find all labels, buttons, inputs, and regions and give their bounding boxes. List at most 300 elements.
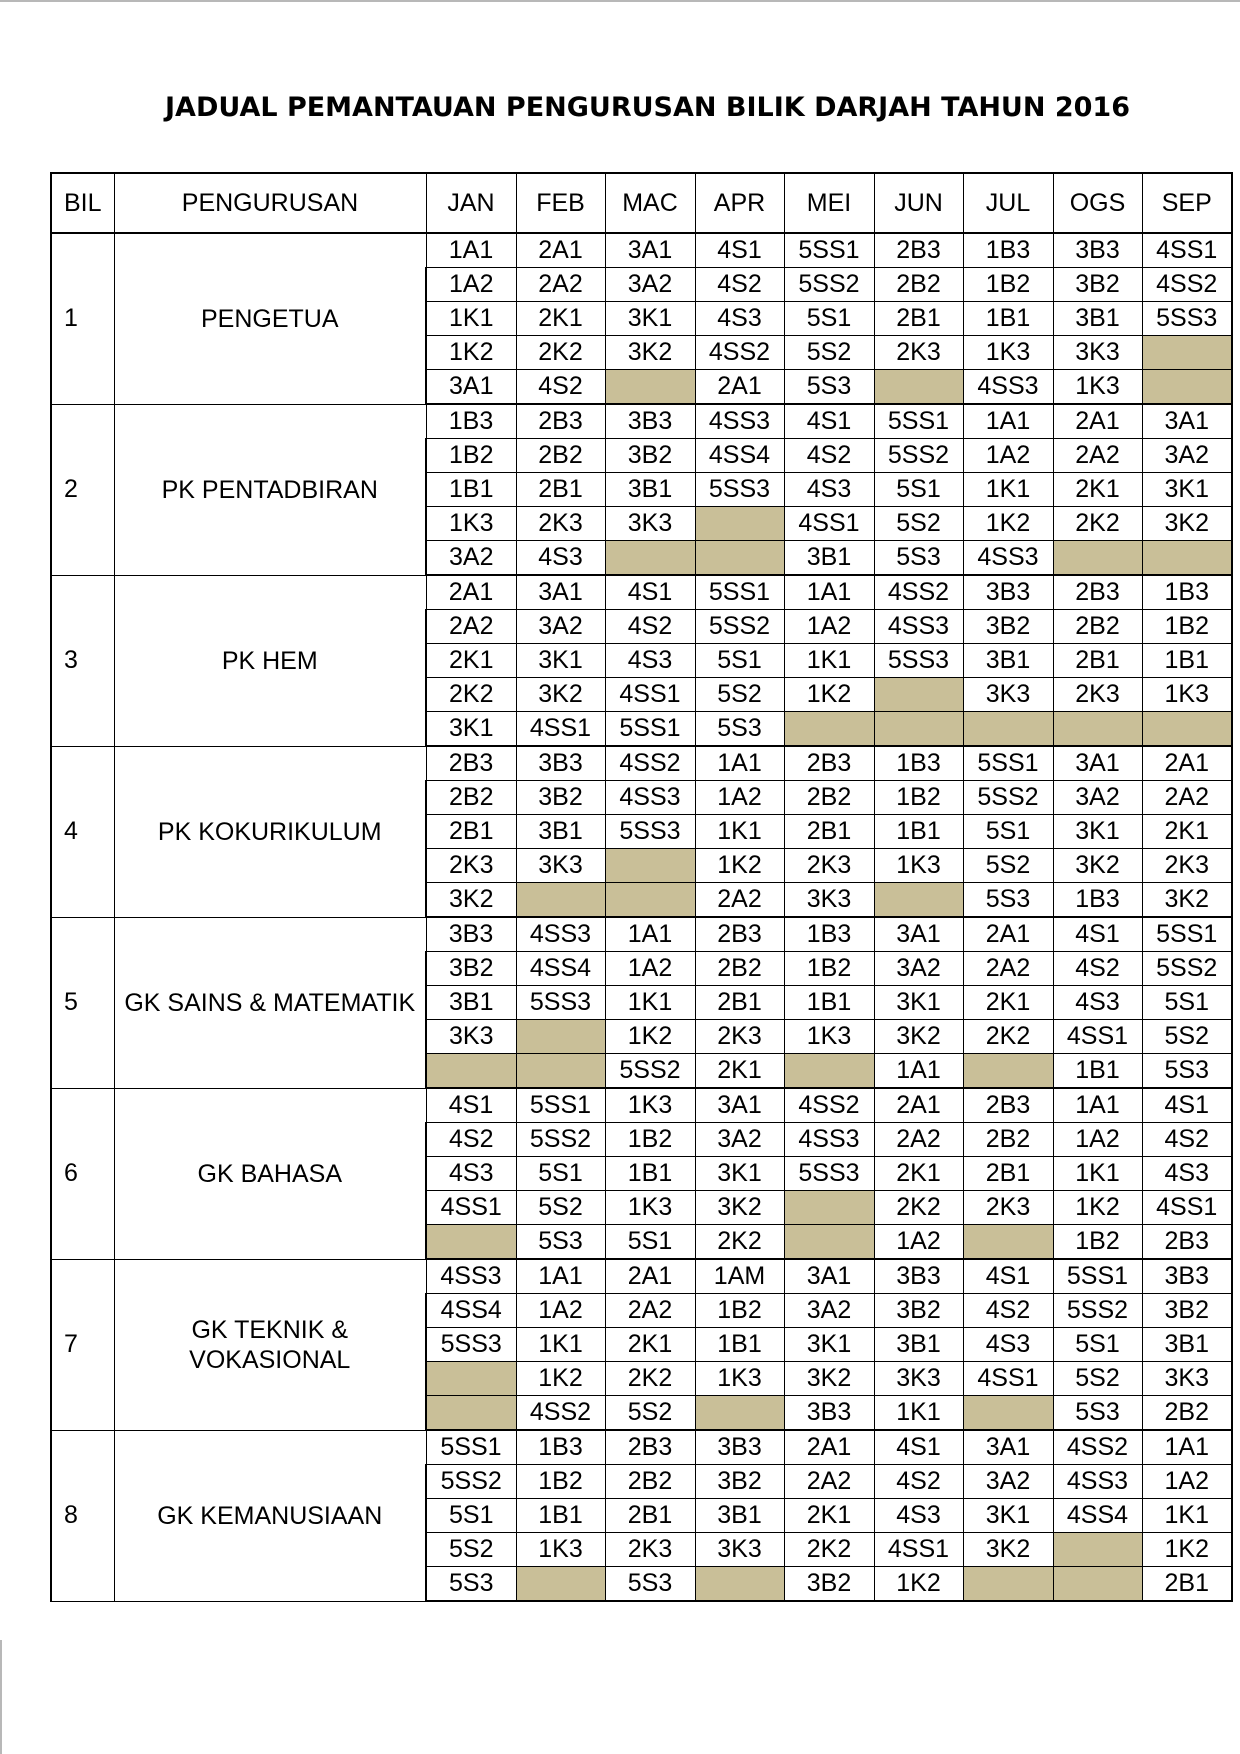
class-cell: 3B2	[695, 1465, 784, 1499]
class-cell: 5S3	[605, 1567, 695, 1602]
empty-class-cell	[1053, 712, 1142, 747]
class-cell: 4S3	[1142, 1157, 1232, 1191]
table-row	[51, 575, 1232, 610]
class-cell: 5SS2	[516, 1123, 605, 1157]
class-cell: 1K1	[963, 473, 1053, 507]
class-cell: 3B1	[1142, 1328, 1232, 1362]
class-cell: 2B2	[963, 1123, 1053, 1157]
empty-class-cell	[963, 1567, 1053, 1602]
class-cell: 3K1	[516, 644, 605, 678]
table-row	[51, 1088, 1232, 1123]
class-cell: 5SS2	[784, 268, 874, 302]
class-cell: 2B2	[605, 1465, 695, 1499]
class-cell: 2K1	[695, 1054, 784, 1089]
class-cell: 3K1	[963, 1499, 1053, 1533]
class-cell: 4SS4	[516, 952, 605, 986]
class-cell: 5SS1	[963, 746, 1053, 781]
header-row	[51, 173, 1232, 233]
class-cell: 1K2	[605, 1020, 695, 1054]
class-cell: 3K1	[874, 986, 963, 1020]
class-cell: 3K2	[695, 1191, 784, 1225]
class-cell: 4S3	[874, 1499, 963, 1533]
class-cell: 1K2	[426, 336, 516, 370]
class-cell: 2A1	[605, 1259, 695, 1294]
class-cell: 5S3	[1053, 1396, 1142, 1431]
class-cell: 5SS2	[1142, 952, 1232, 986]
pengurusan-cell: PK HEM	[114, 575, 426, 746]
class-cell: 3B1	[516, 815, 605, 849]
class-cell: 3K2	[1142, 507, 1232, 541]
class-cell: 4S2	[874, 1465, 963, 1499]
class-cell: 3A2	[426, 541, 516, 576]
class-cell: 4SS2	[874, 575, 963, 610]
class-cell: 1K1	[426, 302, 516, 336]
class-cell: 3K2	[1053, 849, 1142, 883]
class-cell: 3K2	[784, 1362, 874, 1396]
class-cell: 2B2	[1053, 610, 1142, 644]
class-cell: 1K2	[1142, 1533, 1232, 1567]
empty-class-cell	[605, 849, 695, 883]
class-cell: 1K2	[963, 507, 1053, 541]
class-cell: 2K1	[426, 644, 516, 678]
class-cell: 5S2	[1142, 1020, 1232, 1054]
class-cell: 2B1	[963, 1157, 1053, 1191]
empty-class-cell	[695, 507, 784, 541]
empty-class-cell	[1142, 541, 1232, 576]
class-cell: 1A1	[695, 746, 784, 781]
class-cell: 4SS3	[963, 370, 1053, 405]
class-cell: 4S3	[695, 302, 784, 336]
bil-cell: 4	[51, 746, 114, 917]
class-cell: 2K2	[426, 678, 516, 712]
class-cell: 5S2	[874, 507, 963, 541]
class-cell: 2K1	[605, 1328, 695, 1362]
class-cell: 5S3	[874, 541, 963, 576]
class-cell: 4S1	[784, 404, 874, 439]
class-cell: 3B3	[1142, 1259, 1232, 1294]
class-cell: 2A2	[605, 1294, 695, 1328]
class-cell: 1B1	[1053, 1054, 1142, 1089]
class-cell: 3B2	[784, 1567, 874, 1602]
empty-class-cell	[426, 1225, 516, 1260]
class-cell: 2K3	[784, 849, 874, 883]
class-cell: 2B1	[695, 986, 784, 1020]
class-cell: 5SS1	[784, 233, 874, 268]
class-cell: 2A2	[695, 883, 784, 918]
class-cell: 2K3	[695, 1020, 784, 1054]
pengurusan-cell: PK PENTADBIRAN	[114, 404, 426, 575]
class-cell: 1A1	[1142, 1430, 1232, 1465]
class-cell: 3A1	[695, 1088, 784, 1123]
class-cell: 2A2	[874, 1123, 963, 1157]
class-cell: 2B1	[1053, 644, 1142, 678]
class-cell: 4SS1	[1053, 1020, 1142, 1054]
class-cell: 1B1	[605, 1157, 695, 1191]
class-cell: 4SS2	[695, 336, 784, 370]
class-cell: 1A2	[516, 1294, 605, 1328]
empty-class-cell	[963, 1054, 1053, 1089]
class-cell: 5S1	[516, 1157, 605, 1191]
class-cell: 4S1	[695, 233, 784, 268]
class-cell: 5S3	[1142, 1054, 1232, 1089]
header-month: APR	[695, 173, 784, 233]
class-cell: 2K2	[784, 1533, 874, 1567]
class-cell: 2K2	[605, 1362, 695, 1396]
class-cell: 4S1	[605, 575, 695, 610]
class-cell: 3K3	[963, 678, 1053, 712]
class-cell: 4SS3	[874, 610, 963, 644]
header-month: JAN	[426, 173, 516, 233]
class-cell: 3K2	[1142, 883, 1232, 918]
class-cell: 2A2	[784, 1465, 874, 1499]
class-cell: 3B3	[695, 1430, 784, 1465]
class-cell: 3K3	[516, 849, 605, 883]
empty-class-cell	[516, 1054, 605, 1089]
empty-class-cell	[605, 370, 695, 405]
class-cell: 4S3	[426, 1157, 516, 1191]
class-cell: 3K1	[605, 302, 695, 336]
page-title: JADUAL PEMANTAUAN PENGURUSAN BILIK DARJAH TAHUN 2016	[165, 92, 1130, 123]
class-cell: 2K1	[1142, 815, 1232, 849]
class-cell: 2A2	[426, 610, 516, 644]
class-cell: 5S3	[963, 883, 1053, 918]
class-cell: 4SS1	[784, 507, 874, 541]
pengurusan-cell: GK KEMANUSIAAN	[114, 1430, 426, 1601]
empty-class-cell	[1053, 1567, 1142, 1602]
empty-class-cell	[874, 883, 963, 918]
class-cell: 2B1	[426, 815, 516, 849]
class-cell: 2K3	[516, 507, 605, 541]
class-cell: 5S3	[426, 1567, 516, 1602]
class-cell: 2K2	[874, 1191, 963, 1225]
class-cell: 5S1	[963, 815, 1053, 849]
class-cell: 5SS2	[963, 781, 1053, 815]
class-cell: 4SS1	[874, 1533, 963, 1567]
class-cell: 2B2	[426, 781, 516, 815]
class-cell: 2B3	[874, 233, 963, 268]
bil-cell: 7	[51, 1259, 114, 1430]
class-cell: 3B1	[605, 473, 695, 507]
class-cell: 4S2	[516, 370, 605, 405]
bil-cell: 8	[51, 1430, 114, 1601]
class-cell: 1A1	[1053, 1088, 1142, 1123]
class-cell: 1A2	[963, 439, 1053, 473]
class-cell: 3K3	[784, 883, 874, 918]
header-month: JUL	[963, 173, 1053, 233]
class-cell: 5S1	[605, 1225, 695, 1260]
class-cell: 5SS1	[426, 1430, 516, 1465]
class-cell: 1B2	[1053, 1225, 1142, 1260]
header-bil: BIL	[51, 173, 114, 233]
class-cell: 1K1	[516, 1328, 605, 1362]
class-cell: 1K3	[516, 1533, 605, 1567]
class-cell: 2K3	[963, 1191, 1053, 1225]
class-cell: 4S2	[963, 1294, 1053, 1328]
class-cell: 5SS3	[1142, 302, 1232, 336]
class-cell: 3B2	[605, 439, 695, 473]
class-cell: 2K2	[516, 336, 605, 370]
class-cell: 1B3	[963, 233, 1053, 268]
class-cell: 5S1	[695, 644, 784, 678]
class-cell: 3A2	[516, 610, 605, 644]
class-cell: 2K1	[874, 1157, 963, 1191]
class-cell: 2A1	[1053, 404, 1142, 439]
empty-class-cell	[963, 712, 1053, 747]
class-cell: 4S3	[963, 1328, 1053, 1362]
class-cell: 2A1	[426, 575, 516, 610]
class-cell: 2A1	[874, 1088, 963, 1123]
class-cell: 2K3	[874, 336, 963, 370]
class-cell: 3A2	[1142, 439, 1232, 473]
class-cell: 2B2	[516, 439, 605, 473]
class-cell: 3A2	[605, 268, 695, 302]
class-cell: 5SS3	[426, 1328, 516, 1362]
class-cell: 5SS3	[695, 473, 784, 507]
class-cell: 3K3	[695, 1533, 784, 1567]
class-cell: 4S2	[695, 268, 784, 302]
class-cell: 5SS2	[605, 1054, 695, 1089]
class-cell: 1A1	[784, 575, 874, 610]
table-row	[51, 917, 1232, 952]
class-cell: 3B2	[516, 781, 605, 815]
class-cell: 4SS4	[426, 1294, 516, 1328]
class-cell: 1B2	[516, 1465, 605, 1499]
class-cell: 3K2	[516, 678, 605, 712]
class-cell: 3A2	[695, 1123, 784, 1157]
class-cell: 2B3	[605, 1430, 695, 1465]
empty-class-cell	[874, 370, 963, 405]
class-cell: 1K3	[784, 1020, 874, 1054]
table-row	[51, 1430, 1232, 1465]
class-cell: 2K1	[963, 986, 1053, 1020]
class-cell: 2K2	[1053, 507, 1142, 541]
empty-class-cell	[516, 1020, 605, 1054]
class-cell: 5SS3	[605, 815, 695, 849]
class-cell: 4S3	[605, 644, 695, 678]
class-cell: 1A1	[605, 917, 695, 952]
class-cell: 5SS1	[874, 404, 963, 439]
class-cell: 3B2	[874, 1294, 963, 1328]
class-cell: 1B2	[426, 439, 516, 473]
class-cell: 1B1	[695, 1328, 784, 1362]
class-cell: 1K3	[963, 336, 1053, 370]
class-cell: 1K3	[426, 507, 516, 541]
bil-cell: 5	[51, 917, 114, 1088]
class-cell: 4SS1	[426, 1191, 516, 1225]
header-month: OGS	[1053, 173, 1142, 233]
class-cell: 1K3	[605, 1088, 695, 1123]
empty-class-cell	[1142, 336, 1232, 370]
class-cell: 4SS1	[605, 678, 695, 712]
class-cell: 1A1	[516, 1259, 605, 1294]
class-cell: 5S1	[1142, 986, 1232, 1020]
header-month: MAC	[605, 173, 695, 233]
class-cell: 3A2	[874, 952, 963, 986]
class-cell: 3A2	[1053, 781, 1142, 815]
class-cell: 5S1	[1053, 1328, 1142, 1362]
empty-class-cell	[784, 1191, 874, 1225]
class-cell: 2B3	[1142, 1225, 1232, 1260]
class-cell: 2A2	[516, 268, 605, 302]
class-cell: 5S2	[1053, 1362, 1142, 1396]
class-cell: 5S3	[784, 370, 874, 405]
pengurusan-cell: GK TEKNIK & VOKASIONAL	[114, 1259, 426, 1430]
class-cell: 3K3	[426, 1020, 516, 1054]
empty-class-cell	[695, 1567, 784, 1602]
class-cell: 4S1	[1142, 1088, 1232, 1123]
class-cell: 3K2	[426, 883, 516, 918]
class-cell: 3K2	[605, 336, 695, 370]
bil-cell: 6	[51, 1088, 114, 1259]
empty-class-cell	[426, 1362, 516, 1396]
class-cell: 4SS3	[1053, 1465, 1142, 1499]
class-cell: 3K3	[874, 1362, 963, 1396]
class-cell: 4SS3	[695, 404, 784, 439]
class-cell: 3K2	[963, 1533, 1053, 1567]
class-cell: 2A2	[1053, 439, 1142, 473]
class-cell: 3B2	[1142, 1294, 1232, 1328]
class-cell: 4SS1	[516, 712, 605, 747]
class-cell: 2K2	[695, 1225, 784, 1260]
empty-class-cell	[784, 712, 874, 747]
empty-class-cell	[605, 541, 695, 576]
class-cell: 1B2	[1142, 610, 1232, 644]
class-cell: 1K3	[695, 1362, 784, 1396]
class-cell: 4S1	[874, 1430, 963, 1465]
class-cell: 4SS3	[426, 1259, 516, 1294]
bil-cell: 3	[51, 575, 114, 746]
empty-class-cell	[695, 541, 784, 576]
class-cell: 4SS3	[784, 1123, 874, 1157]
class-cell: 1K2	[1053, 1191, 1142, 1225]
class-cell: 1B3	[516, 1430, 605, 1465]
class-cell: 3B1	[426, 986, 516, 1020]
class-cell: 4S3	[784, 473, 874, 507]
class-cell: 1A2	[605, 952, 695, 986]
class-cell: 4SS2	[516, 1396, 605, 1431]
class-cell: 1K3	[874, 849, 963, 883]
class-cell: 2B3	[695, 917, 784, 952]
class-cell: 3K1	[695, 1157, 784, 1191]
class-cell: 5SS2	[1053, 1294, 1142, 1328]
class-cell: 2A2	[963, 952, 1053, 986]
class-cell: 3B1	[784, 541, 874, 576]
class-cell: 5S2	[516, 1191, 605, 1225]
class-cell: 3K1	[1053, 815, 1142, 849]
class-cell: 4S3	[516, 541, 605, 576]
empty-class-cell	[516, 1567, 605, 1602]
class-cell: 1K1	[605, 986, 695, 1020]
class-cell: 4SS3	[605, 781, 695, 815]
class-cell: 2B3	[963, 1088, 1053, 1123]
class-cell: 2B1	[784, 815, 874, 849]
empty-class-cell	[784, 1225, 874, 1260]
class-cell: 2B3	[516, 404, 605, 439]
empty-class-cell	[963, 1225, 1053, 1260]
class-cell: 2A1	[784, 1430, 874, 1465]
class-cell: 5S1	[874, 473, 963, 507]
class-cell: 3B3	[605, 404, 695, 439]
class-cell: 2K1	[784, 1499, 874, 1533]
class-cell: 5S2	[605, 1396, 695, 1431]
table-row	[51, 1259, 1232, 1294]
class-cell: 3A2	[784, 1294, 874, 1328]
class-cell: 1B1	[1142, 644, 1232, 678]
class-cell: 2B2	[1142, 1396, 1232, 1431]
class-cell: 4SS4	[695, 439, 784, 473]
class-cell: 3B3	[1053, 233, 1142, 268]
class-cell: 5S1	[426, 1499, 516, 1533]
class-cell: 5SS3	[874, 644, 963, 678]
class-cell: 5SS1	[695, 575, 784, 610]
empty-class-cell	[784, 1054, 874, 1089]
class-cell: 1B1	[516, 1499, 605, 1533]
class-cell: 5SS1	[605, 712, 695, 747]
class-cell: 4SS3	[963, 541, 1053, 576]
empty-class-cell	[516, 883, 605, 918]
class-cell: 2B1	[1142, 1567, 1232, 1602]
class-cell: 5SS2	[695, 610, 784, 644]
class-cell: 1A2	[784, 610, 874, 644]
class-cell: 3B3	[516, 746, 605, 781]
schedule-body	[51, 233, 1232, 1601]
class-cell: 4S2	[784, 439, 874, 473]
class-cell: 3B3	[426, 917, 516, 952]
class-cell: 4SS4	[1053, 1499, 1142, 1533]
class-cell: 4S2	[605, 610, 695, 644]
class-cell: 3K1	[784, 1328, 874, 1362]
class-cell: 3K3	[1053, 336, 1142, 370]
class-cell: 3B2	[963, 610, 1053, 644]
class-cell: 3B1	[1053, 302, 1142, 336]
class-cell: 3B2	[426, 952, 516, 986]
table-row	[51, 746, 1232, 781]
class-cell: 3K2	[874, 1020, 963, 1054]
class-cell: 1A2	[1053, 1123, 1142, 1157]
table-row	[51, 233, 1232, 268]
empty-class-cell	[963, 1396, 1053, 1431]
class-cell: 2B2	[695, 952, 784, 986]
class-cell: 3A1	[605, 233, 695, 268]
empty-class-cell	[426, 1396, 516, 1431]
class-cell: 3A1	[516, 575, 605, 610]
class-cell: 2K1	[1053, 473, 1142, 507]
class-cell: 1K1	[784, 644, 874, 678]
class-cell: 1B2	[695, 1294, 784, 1328]
class-cell: 1K2	[695, 849, 784, 883]
class-cell: 2A1	[1142, 746, 1232, 781]
class-cell: 5SS2	[874, 439, 963, 473]
class-cell: 1K1	[874, 1396, 963, 1431]
class-cell: 3K3	[1142, 1362, 1232, 1396]
class-cell: 2K3	[1142, 849, 1232, 883]
pengurusan-cell: GK SAINS & MATEMATIK	[114, 917, 426, 1088]
class-cell: 3K3	[605, 507, 695, 541]
class-cell: 2B2	[784, 781, 874, 815]
class-cell: 3A2	[963, 1465, 1053, 1499]
class-cell: 3A1	[426, 370, 516, 405]
class-cell: 1A2	[426, 268, 516, 302]
bil-cell: 2	[51, 404, 114, 575]
class-cell: 3B1	[874, 1328, 963, 1362]
class-cell: 2A1	[516, 233, 605, 268]
class-cell: 4S1	[426, 1088, 516, 1123]
class-cell: 4SS2	[605, 746, 695, 781]
pengurusan-cell: PENGETUA	[114, 233, 426, 404]
class-cell: 2B1	[516, 473, 605, 507]
class-cell: 1A1	[426, 233, 516, 268]
bil-cell: 1	[51, 233, 114, 404]
